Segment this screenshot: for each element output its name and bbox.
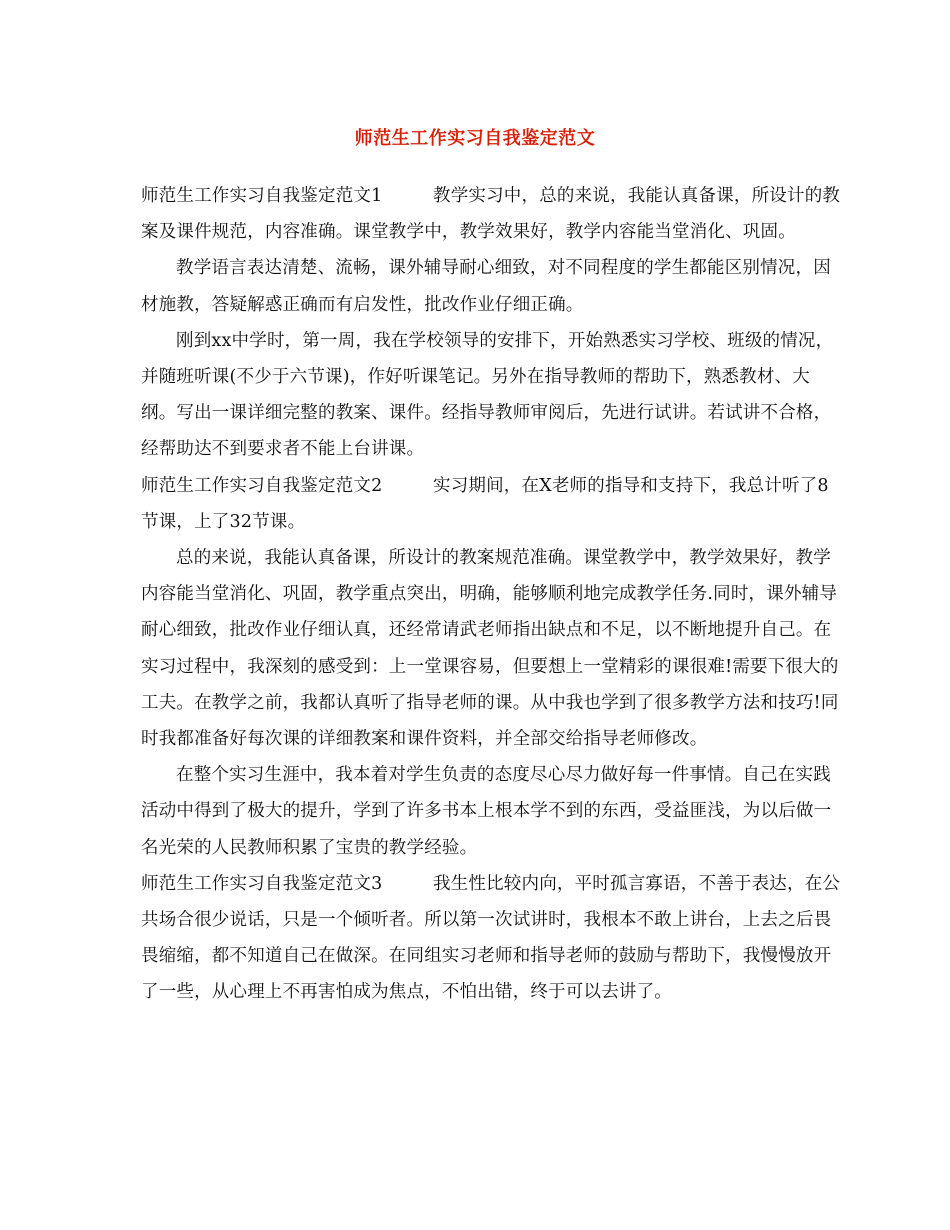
document-title: 师范生工作实习自我鉴定范文	[354, 128, 596, 149]
paragraph-text: 教学语言表达清楚、流畅，课外辅导耐心细致，对不同程度的学生都能区别情况，因材施教，答疑解惑正确而有启发性，批改作业仔细正确。	[141, 258, 831, 315]
paragraph-1	[141, 178, 841, 250]
paragraph-6	[141, 757, 841, 866]
section-heading-2: 师范生工作实习自我鉴定范文2	[141, 475, 383, 496]
paragraph-4	[141, 468, 841, 540]
paragraph-3	[141, 323, 841, 468]
paragraph-7	[141, 866, 841, 1011]
section-heading-3: 师范生工作实习自我鉴定范文3	[141, 873, 383, 894]
paragraph-5	[141, 540, 841, 757]
paragraph-text: 总的来说，我能认真备课，所设计的教案规范准确。课堂教学中，教学效果好，教学内容能当堂消化、巩固，教学重点突出，明确，能够顺利地完成教学任务.同时，课外辅导耐心细致，批改作业仔细认真，还经常请武老师指出缺点和不足，以不断地提升自己。在实习过程中，我深刻的感受到：上一堂课容易，但要想上一堂精彩的课很难!需要下很大的工夫。在教学之前，我都认真听了指导老师的课。从中我也学到了很多教学方法和技巧!同时我都准备好每次课的详细教案和课件资料，并全部交给指导老师修改。	[141, 548, 839, 750]
section-heading-1: 师范生工作实习自我鉴定范文1	[141, 186, 383, 206]
paragraph-text: 实习期间，在X老师的指导和支持下，我总计听了8 节课，上了32节课。	[141, 475, 829, 532]
document-body	[141, 178, 841, 1011]
paragraph-text: 在整个实习生涯中，我本着对学生负责的态度尽心尽力做好每一件事情。自己在实践活动中得到了极大的提升，学到了许多书本上根本学不到的东西，受益匪浅，为以后做一名光荣的人民教师积累了宝贵的教学经验。	[141, 765, 832, 858]
paragraph-text: 我生性比较内向，平时孤言寡语，不善于表达，在公共场合很少说话，只是一个倾听者。所以第一次试讲时，我根本不敢上讲台，上去之后畏畏缩缩，都不知道自己在做深。在同组实习老师和指导老师的鼓励与帮助下，我慢慢放开了一些，从心理上不再害怕成为焦点，不怕出错，终于可以去讲了。	[141, 873, 841, 1003]
paragraph-text: 刚到xx中学时，第一周，我在学校领导的安排下，开始熟悉实习学校、班级的情况，并随班听课(不少于六节课)，作好听课笔记。另外在指导教师的帮助下，熟悉教材、大纲。写出一课详细完整的教案、课件。经指导教师审阅后，先进行试讲。若试讲不合格，经帮助达不到要求者不能上台讲课。	[141, 330, 834, 460]
paragraph-2	[141, 250, 841, 322]
paragraph-text: 教学实习中，总的来说，我能认真备课，所设计的教案及课件规范，内容准确。课堂教学中，教学效果好，教学内容能当堂消化、巩固。	[141, 186, 841, 243]
